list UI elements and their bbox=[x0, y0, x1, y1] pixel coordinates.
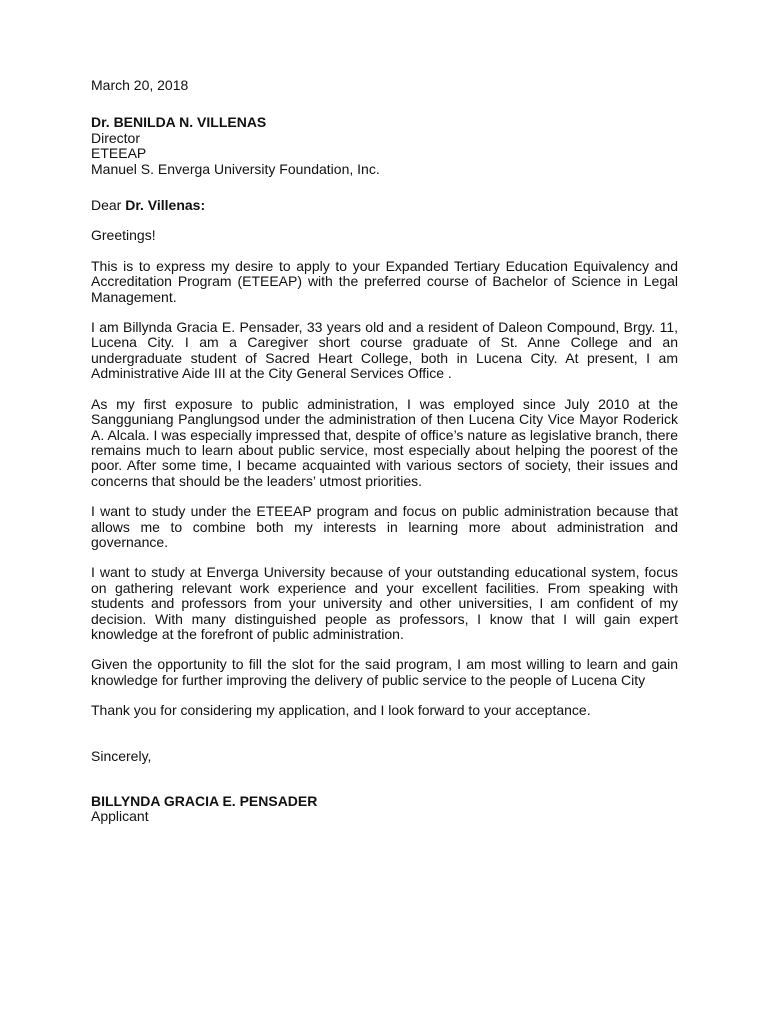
recipient-title: Director bbox=[91, 129, 141, 146]
signatory-name: BILLYNDA GRACIA E. PENSADER bbox=[91, 793, 318, 809]
recipient-institution: Manuel S. Enverga University Foundation, Inc. bbox=[91, 160, 380, 177]
salutation-prefix: Dear bbox=[91, 197, 126, 214]
letter-body bbox=[91, 78, 678, 825]
paragraph-program-focus: I want to study under the ETEEAP program and focus on public administration because that allows me to combine both my interests in learning more about administration and governance. bbox=[91, 503, 678, 550]
closing: Sincerely, bbox=[91, 747, 152, 764]
signatory-role: Applicant bbox=[91, 808, 149, 825]
paragraph-commitment: Given the opportunity to fill the slot for the said program, I am most willing to learn and gain knowledge for further improving the delivery of public service to the people of Lucena City bbox=[91, 656, 678, 688]
greeting: Greetings! bbox=[91, 227, 156, 244]
letter-date: March 20, 2018 bbox=[91, 77, 189, 93]
paragraph-thanks: Thank you for considering my application, and I look forward to your acceptance. bbox=[91, 702, 591, 719]
recipient-block bbox=[91, 115, 678, 177]
paragraph-experience: As my first exposure to public administration, I was employed since July 2010 at the Sangguniang Panglungsod under the administration of then Lucena City Vice Mayor Roderick A. Alcala. I was especially impressed that, despite of office’s nature as legislative branch, there remains much to learn about public service, most especially about helping the poorest of the poor. After some time, I became acquainted with various sectors of society, their issues and concerns that should be the leaders’ utmost priorities. bbox=[91, 395, 678, 489]
paragraph-intent: This is to express my desire to apply to your Expanded Tertiary Education Equivalency and Accreditation Program (ETEEAP) with the preferred course of Bachelor of Science in Legal Management. bbox=[91, 257, 678, 305]
salutation-name: Dr. Villenas: bbox=[125, 197, 206, 214]
recipient-name: Dr. BENILDA N. VILLENAS bbox=[91, 114, 267, 131]
paragraph-university-choice: I want to study at Enverga University because of your outstanding educational system, focus on gathering relevant work experience and your excellent facilities. From speaking with students and professors from your university and other universities, I am confident of my decision. With many distinguished people as professors, I know that I will gain expert knowledge at the forefront of public administration. bbox=[91, 564, 678, 642]
salutation bbox=[91, 198, 678, 213]
signature-block bbox=[91, 794, 678, 825]
paragraph-background: I am Billynda Gracia E. Pensader, 33 years old and a resident of Daleon Compound, Brgy. 11, Lucena City. I am a Caregiver short course graduate of St. Anne College and an undergraduate student of Sacred Heart College, both in Lucena City. At present, I am Administrative Aide III at the City General Services Office . bbox=[91, 319, 678, 382]
recipient-office: ETEEAP bbox=[91, 145, 147, 162]
